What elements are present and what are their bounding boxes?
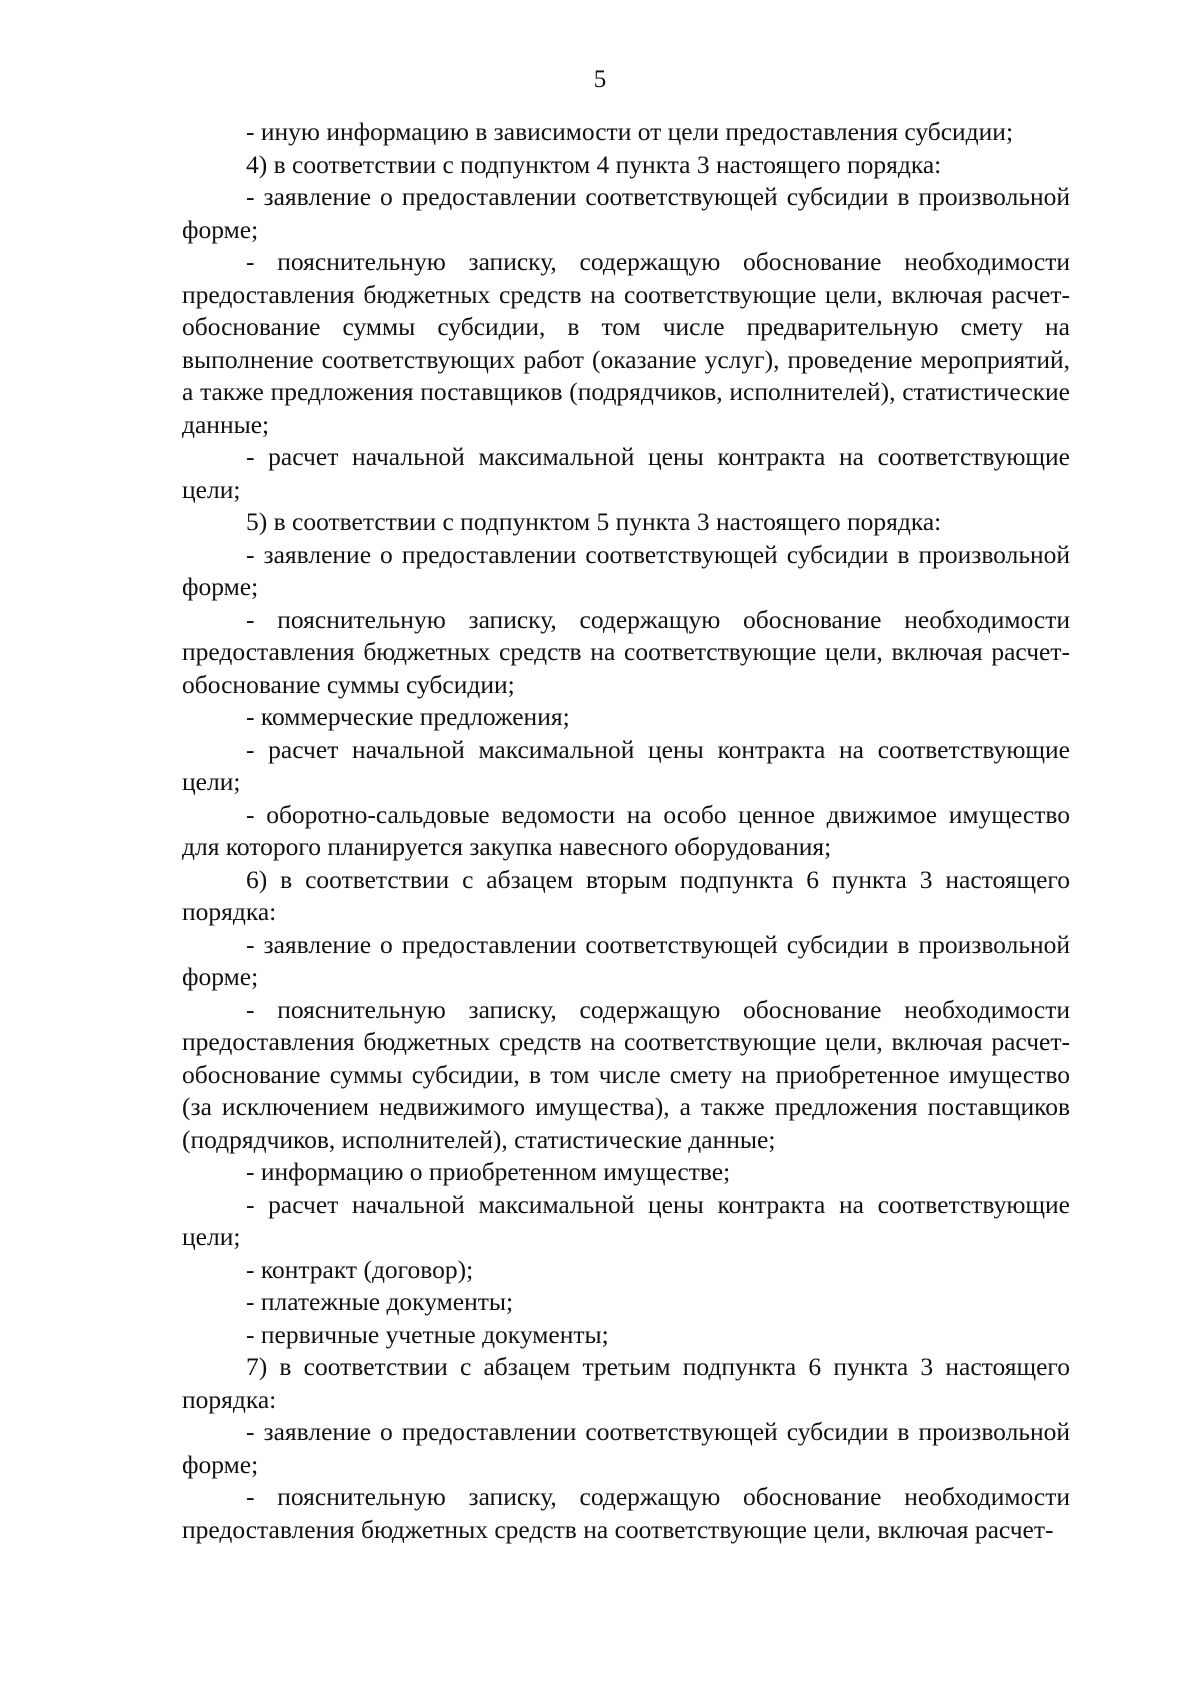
paragraph: - пояснительную записку, содержащую обоснование необходимости предоставления бюджетных средств на соответствующие цели, включая расчет-обоснование суммы субсидии, в том числе смету на приобретенное имущество (за исключением недвижимого имущества), а также предложения поставщиков (подрядчиков, исполнителей), статистические данные; [182,994,1070,1154]
paragraph: - пояснительную записку, содержащую обоснование необходимости предоставления бюджетных средств на соответствующие цели, включая расчет- [182,1482,1070,1544]
paragraph: - платежные документы; [246,1287,514,1316]
paragraph: - расчет начальной максимальной цены контракта на соответствующие цели; [182,734,1070,796]
paragraph: - контракт (договор); [246,1254,474,1284]
paragraph: - заявление о предоставлении соответствующей субсидии в произвольной форме; [182,929,1070,991]
paragraph: - коммерческие предложения; [246,702,570,731]
paragraph: - заявление о предоставлении соответствующей субсидии в произвольной форме; [182,182,1070,244]
paragraph: - пояснительную записку, содержащую обоснование необходимости предоставления бюджетных средств на соответствующие цели, включая расчет-обоснование суммы субсидии, в том числе предварительную смету на выполнение соответствующих работ (оказание услуг), проведение мероприятий, а также предложения поставщиков (подрядчиков, исполнителей), статистические данные; [182,247,1070,439]
paragraph: - первичные учетные документы; [246,1319,609,1349]
paragraph: - заявление о предоставлении соответствующей субсидии в произвольной форме; [182,539,1070,601]
paragraph: - пояснительную записку, содержащую обоснование необходимости предоставления бюджетных средств на соответствующие цели, включая расчет-обоснование суммы субсидии; [182,604,1070,699]
paragraph: 4) в соответствии с подпунктом 4 пункта 3 настоящего порядка: [246,149,942,179]
page-number: 5 [593,66,607,93]
paragraph: - оборотно-сальдовые ведомости на особо ценное движимое имущество для которого планируется закупка навесного оборудования; [182,799,1070,861]
paragraph: 7) в соответствии с абзацем третьим подпункта 6 пункта 3 настоящего порядка: [182,1352,1070,1414]
document-body [182,116,1070,1546]
paragraph: 5) в соответствии с подпунктом 5 пункта 3 настоящего порядка: [246,507,942,536]
paragraph: 6) в соответствии с абзацем вторым подпункта 6 пункта 3 настоящего порядка: [182,864,1070,926]
paragraph: - расчет начальной максимальной цены контракта на соответствующие цели; [182,442,1070,504]
paragraph: - иную информацию в зависимости от цели предоставления субсидии; [246,117,1014,146]
paragraph: - расчет начальной максимальной цены контракта на соответствующие цели; [182,1189,1070,1251]
paragraph: - заявление о предоставлении соответствующей субсидии в произвольной форме; [182,1417,1070,1479]
paragraph: - информацию о приобретенном имуществе; [246,1157,731,1186]
